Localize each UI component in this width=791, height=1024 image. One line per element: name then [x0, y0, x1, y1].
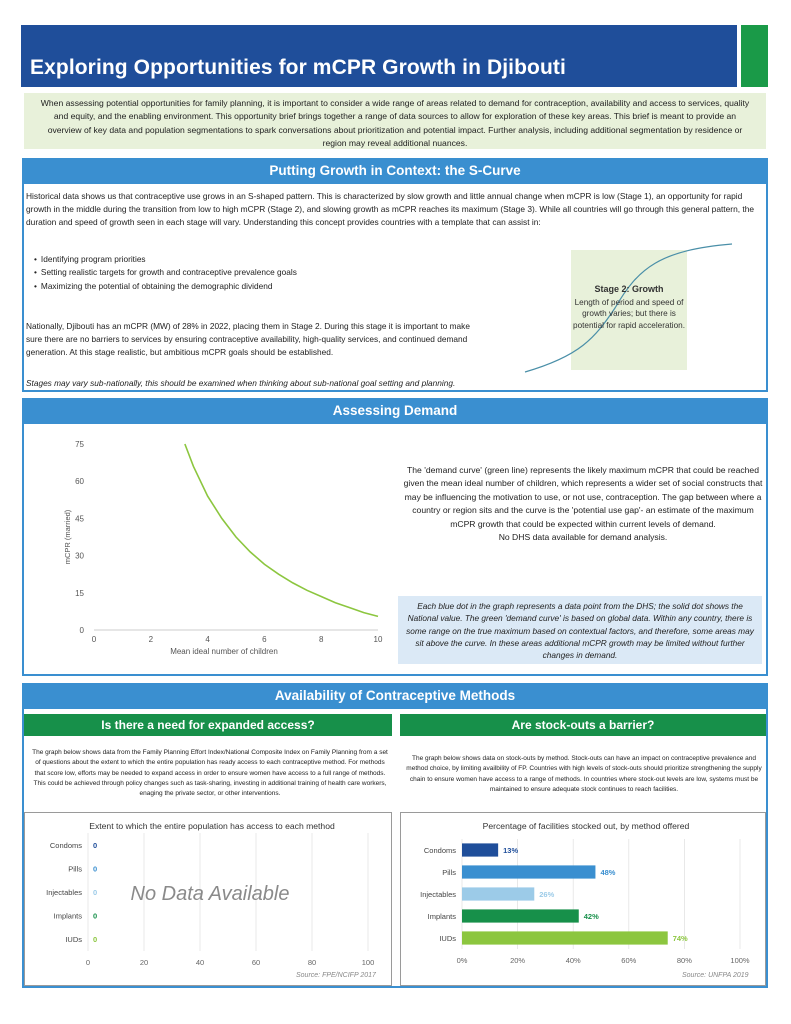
category-label: Injectables	[46, 888, 82, 897]
no-data-label: No Data Available	[130, 883, 290, 905]
x-tick-label: 6	[262, 635, 267, 644]
stock-out-chart-source: Source: UNFPA 2019	[682, 972, 749, 979]
x-tick-label: 60%	[621, 956, 637, 965]
x-tick-label: 80%	[676, 956, 692, 965]
s-curve-paragraph: Historical data shows us that contraceptive use grows in an S-shaped pattern. This is characterized by slow growth and little annual change when mCPR is low (Stage 1), an opportunity for rapid growth in the middle during the transition from low to high mCPR (Stage 2), and slowing growth as mCPR reaches its maximum (Stage 3). While all countries will go through this general pattern, the duration and speed of growth seen in each stage will vary. Understanding this concept provides countries with a template that can assist in:	[26, 191, 755, 228]
list-item: • Setting realistic targets for growth and contraceptive prevalence goals	[34, 266, 297, 279]
y-tick-label: 75	[75, 440, 84, 449]
stages-note: Stages may vary sub-nationally, this should be examined when thinking about sub-national goal setting and planning.	[26, 378, 456, 388]
no-dhs-data-note: No DHS data available for demand analysis.	[498, 532, 668, 543]
y-tick-label: 15	[75, 588, 84, 598]
category-label: Condoms	[49, 840, 82, 850]
y-tick-label: 60	[75, 477, 84, 487]
stage-2-title: Stage 2: Growth	[594, 284, 664, 294]
category-label: Condoms	[423, 846, 456, 855]
demand-note-box: Each blue dot in the graph represents a data point from the DHS; the solid dot shows the National value. The green 'demand curve' is based on global data. Within any country, there is some range on the true maximum based on contextual factors, and therefore, some areas may sit above the curve. In these areas additional mCPR growth may be limited without further changes in demand.	[398, 596, 762, 664]
data-label: 0	[93, 888, 98, 897]
data-label: 0	[93, 840, 98, 850]
stock-outs-description: The graph below shows data on stock-outs by method. Stock-outs can have an impact on contraceptive prevalence and method choice, by limiting availbility of FP. Countries with high levels of stock-outs should prioritize strengthening the supply chain to ensure women have access to a range of methods. In countries where stock-out levels are low, systems must be maintained to ensure adequate stock continues to reach facilities.	[406, 755, 762, 793]
page-title: Exploring Opportunities for mCPR Growth in Djibouti	[30, 56, 566, 79]
national-status-text: Nationally, Djibouti has an mCPR (MW) of 28% in 2022, placing them in Stage 2. During this stage it is important to make sure there are no barriers to services by ensuring contraceptive availability, high-quality services, and continued demand generation. At this stage realistic, but ambitious mCPR goals should be established.	[26, 321, 470, 358]
data-label: 42%	[583, 912, 599, 921]
x-tick-label: 60	[251, 958, 261, 967]
data-label: 13%	[503, 846, 519, 855]
x-tick-label: 8	[318, 635, 324, 644]
category-label: Injectables	[420, 890, 456, 899]
data-label: 74%	[672, 934, 688, 943]
y-tick-label: 45	[75, 514, 84, 524]
list-item: • Maximizing the potential of obtaining the demographic dividend	[34, 280, 297, 293]
x-tick-label: 80	[307, 958, 317, 967]
demand-curve-description: The 'demand curve' (green line) represents the likely maximum mCPR that could be reached given the mean ideal number of children, which represents a wider set of social constructs that may be influencing the motivation to use, or not use, contraception. The gap between where a country or region sits and the curve is the 'potential use gap'- an estimate of the maximum mCPR growth that could be expected within current levels of demand.	[403, 465, 763, 529]
data-label: 0	[93, 911, 98, 921]
data-label: 26%	[539, 890, 555, 899]
category-label: IUDs	[439, 934, 456, 943]
x-tick-label: 100	[361, 958, 375, 967]
access-bar-chart	[26, 815, 390, 985]
x-axis-label: Mean ideal number of children	[170, 647, 278, 656]
intro-text: When assessing potential opportunities for family planning, it is important to consider a wide range of areas related to demand for contraception, availability and access to services, quality and equity, and the enabling environment. This opportunity brief brings together a range of data sources to allow for exploration of these key areas. This brief is meant to provide an overview of key data and population segmentations to spark conversations about prioritization and potential impact. Further analysis, including additional segmentation by residence or region may reveal additional nuances.	[24, 93, 766, 149]
bar	[462, 887, 534, 900]
bar	[462, 843, 498, 856]
data-label: 0	[93, 935, 98, 945]
chart-title: Percentage of facilities stocked out, by method offered	[482, 821, 690, 831]
demand-explanation	[402, 464, 764, 544]
category-label: Pills	[68, 864, 82, 874]
y-axis-label: mCPR (married)	[63, 509, 72, 565]
list-item: • Identifying program priorities	[34, 253, 297, 266]
bar	[462, 931, 668, 944]
x-tick-label: 20%	[510, 956, 526, 965]
bar	[462, 865, 595, 878]
x-tick-label: 10	[373, 635, 383, 644]
demand-curve-line	[185, 444, 378, 616]
data-label: 0	[93, 864, 98, 874]
category-label: IUDs	[65, 935, 82, 945]
x-tick-label: 40	[195, 958, 205, 967]
demand-heading: Assessing Demand	[22, 398, 768, 424]
stock-out-bar-chart	[402, 815, 764, 985]
x-tick-label: 40%	[565, 956, 581, 965]
category-label: Implants	[427, 912, 456, 921]
header-accent-bar	[741, 25, 768, 87]
x-tick-label: 100%	[730, 956, 750, 965]
chart-title: Extent to which the entire population has access to each method	[89, 821, 335, 831]
stock-outs-heading: Are stock-outs a barrier?	[400, 714, 766, 736]
s-curve-heading: Putting Growth in Context: the S-Curve	[22, 158, 768, 184]
demand-curve-chart	[40, 432, 390, 662]
stage-2-description: Length of period and speed of growth varies; but there is potential for rapid acceleration.	[573, 298, 685, 330]
availability-heading: Availability of Contraceptive Methods	[22, 683, 768, 709]
expanded-access-description: The graph below shows data from the Family Planning Effort Index/National Composite Index on Family Planning from a set of questions about the extent to which the entire population has ready access to each contraceptive method. For methods that score low, efforts may be needed to expand access in order to ensure women have access to a full range of methods. This could be achieved through policy changes such as task-sharing, investing in additional training of health care workers, enaging the private sector, or other interventions.	[32, 749, 388, 798]
x-tick-label: 2	[148, 635, 154, 644]
expanded-access-heading: Is there a need for expanded access?	[24, 714, 392, 736]
x-tick-label: 20	[139, 958, 149, 967]
x-tick-label: 0	[91, 635, 97, 644]
bar	[462, 909, 579, 922]
s-curve-bullet-list	[34, 253, 297, 293]
data-label: 48%	[600, 868, 616, 877]
x-tick-label: 0%	[456, 956, 468, 965]
x-tick-label: 4	[205, 635, 210, 644]
y-tick-label: 0	[79, 626, 84, 635]
access-chart-source: Source: FPE/NCIFP 2017	[296, 972, 376, 979]
x-tick-label: 0	[85, 958, 91, 967]
category-label: Pills	[442, 868, 456, 877]
y-tick-label: 30	[75, 551, 84, 561]
category-label: Implants	[53, 911, 82, 921]
